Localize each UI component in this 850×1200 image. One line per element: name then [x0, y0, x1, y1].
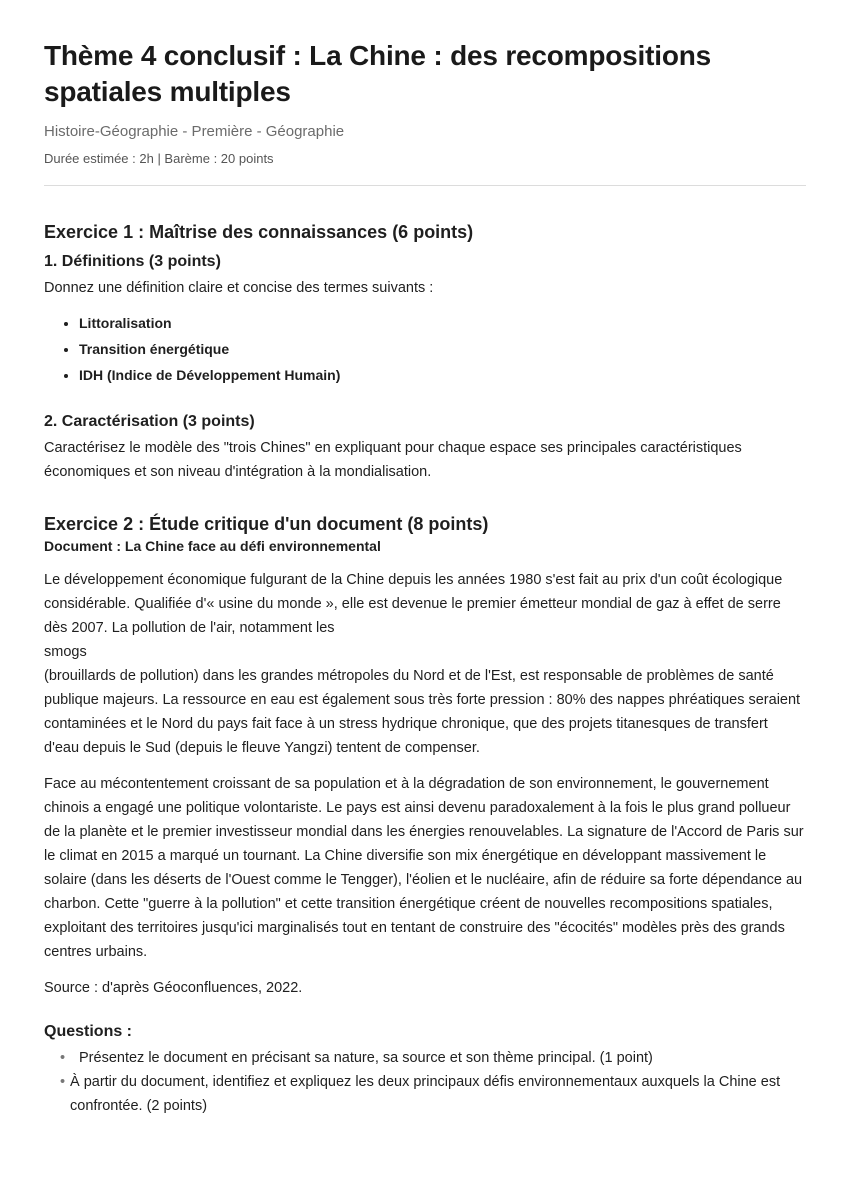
document-title: Document : La Chine face au défi environnemental	[44, 538, 381, 554]
exercise-2-title: Exercice 2 : Étude critique d'un document (8 points)	[44, 514, 489, 534]
document-source: Source : d'après Géoconfluences, 2022.	[44, 980, 303, 996]
document-paragraph-1	[44, 568, 806, 760]
paragraph-text: Le développement économique fulgurant de la Chine depuis les années 1980 s'est fait au prix d'un coût écologique considérable. Qualifiée d'« usine du monde », elle est devenue le premier émetteur mondial de gaz à effet de serre dès 2007. La pollution de l'air, notamment les	[44, 572, 783, 636]
paragraph-text: smogs	[44, 644, 87, 660]
term-item: • Littoralisation	[79, 310, 806, 336]
divider	[44, 185, 806, 186]
questions-list	[44, 1046, 806, 1118]
exam-meta: Durée estimée : 2h | Barème : 20 points	[44, 151, 274, 166]
questions-title: Questions :	[44, 1023, 133, 1040]
paragraph-text: (brouillards de pollution) dans les grandes métropoles du Nord et de l'Est, est responsable de problèmes de santé publique majeurs. La ressource en eau est également sous très forte pression : 80% des nappes phréatiques seraient contaminées et le Nord du pays fait face à un stress hydrique chronique, que des projets titanesques de transfert d'eau depuis le Sud (depuis le fleuve Yangzi) tentent de compenser.	[44, 668, 801, 756]
question-item: • Présentez le document en précisant sa nature, sa source et son thème principal. (1 point)	[44, 1046, 806, 1070]
term-item: • Transition énergétique	[79, 336, 806, 362]
terms-list	[44, 310, 806, 388]
exercise-1-title: Exercice 1 : Maîtrise des connaissances (6 points)	[44, 222, 474, 242]
exercise-2	[44, 512, 806, 1118]
definitions-instruction: Donnez une définition claire et concise des termes suivants :	[44, 280, 434, 296]
definitions-title: 1. Définitions (3 points)	[44, 253, 221, 270]
characterisation-instruction: Caractérisez le modèle des "trois Chines" en expliquant pour chaque espace ses principales caractéristiques économiques et son niveau d'intégration à la mondialisation.	[44, 440, 742, 480]
characterisation-title: 2. Caractérisation (3 points)	[44, 413, 255, 430]
page-title: Thème 4 conclusif : La Chine : des recompositions spatiales multiples	[44, 40, 711, 107]
term-item: • IDH (Indice de Développement Humain)	[79, 362, 806, 388]
document-paragraph-2: Face au mécontentement croissant de sa population et à la dégradation de son environnement, le gouvernement chinois a engagé une politique volontariste. Le pays est ainsi devenu paradoxalement à la fois le plus grand pollueur de la planète et le premier investisseur mondial dans les énergies renouvelables. La signature de l'Accord de Paris sur le climat en 2015 a marqué un tournant. La Chine diversifie son mix énergétique en développant massivement le solaire (dans les déserts de l'Ouest comme le Tengger), l'éolien et le nucléaire, afin de réduire sa forte dépendance au charbon. Cette "guerre à la pollution" et cette transition énergétique créent de nouvelles recompositions spatiales, exploitant des territoires jusqu'ici marginalisés tout en tentant de construire des "écocités" modèles près des grands centres urbains.	[44, 776, 804, 960]
exercise-1	[44, 220, 806, 484]
subtitle: Histoire-Géographie - Première - Géographie	[44, 123, 345, 140]
questions	[44, 1022, 806, 1118]
question-item: • À partir du document, identifiez et expliquez les deux principaux défis environnementaux auxquels la Chine est confrontée. (2 points)	[44, 1070, 806, 1118]
